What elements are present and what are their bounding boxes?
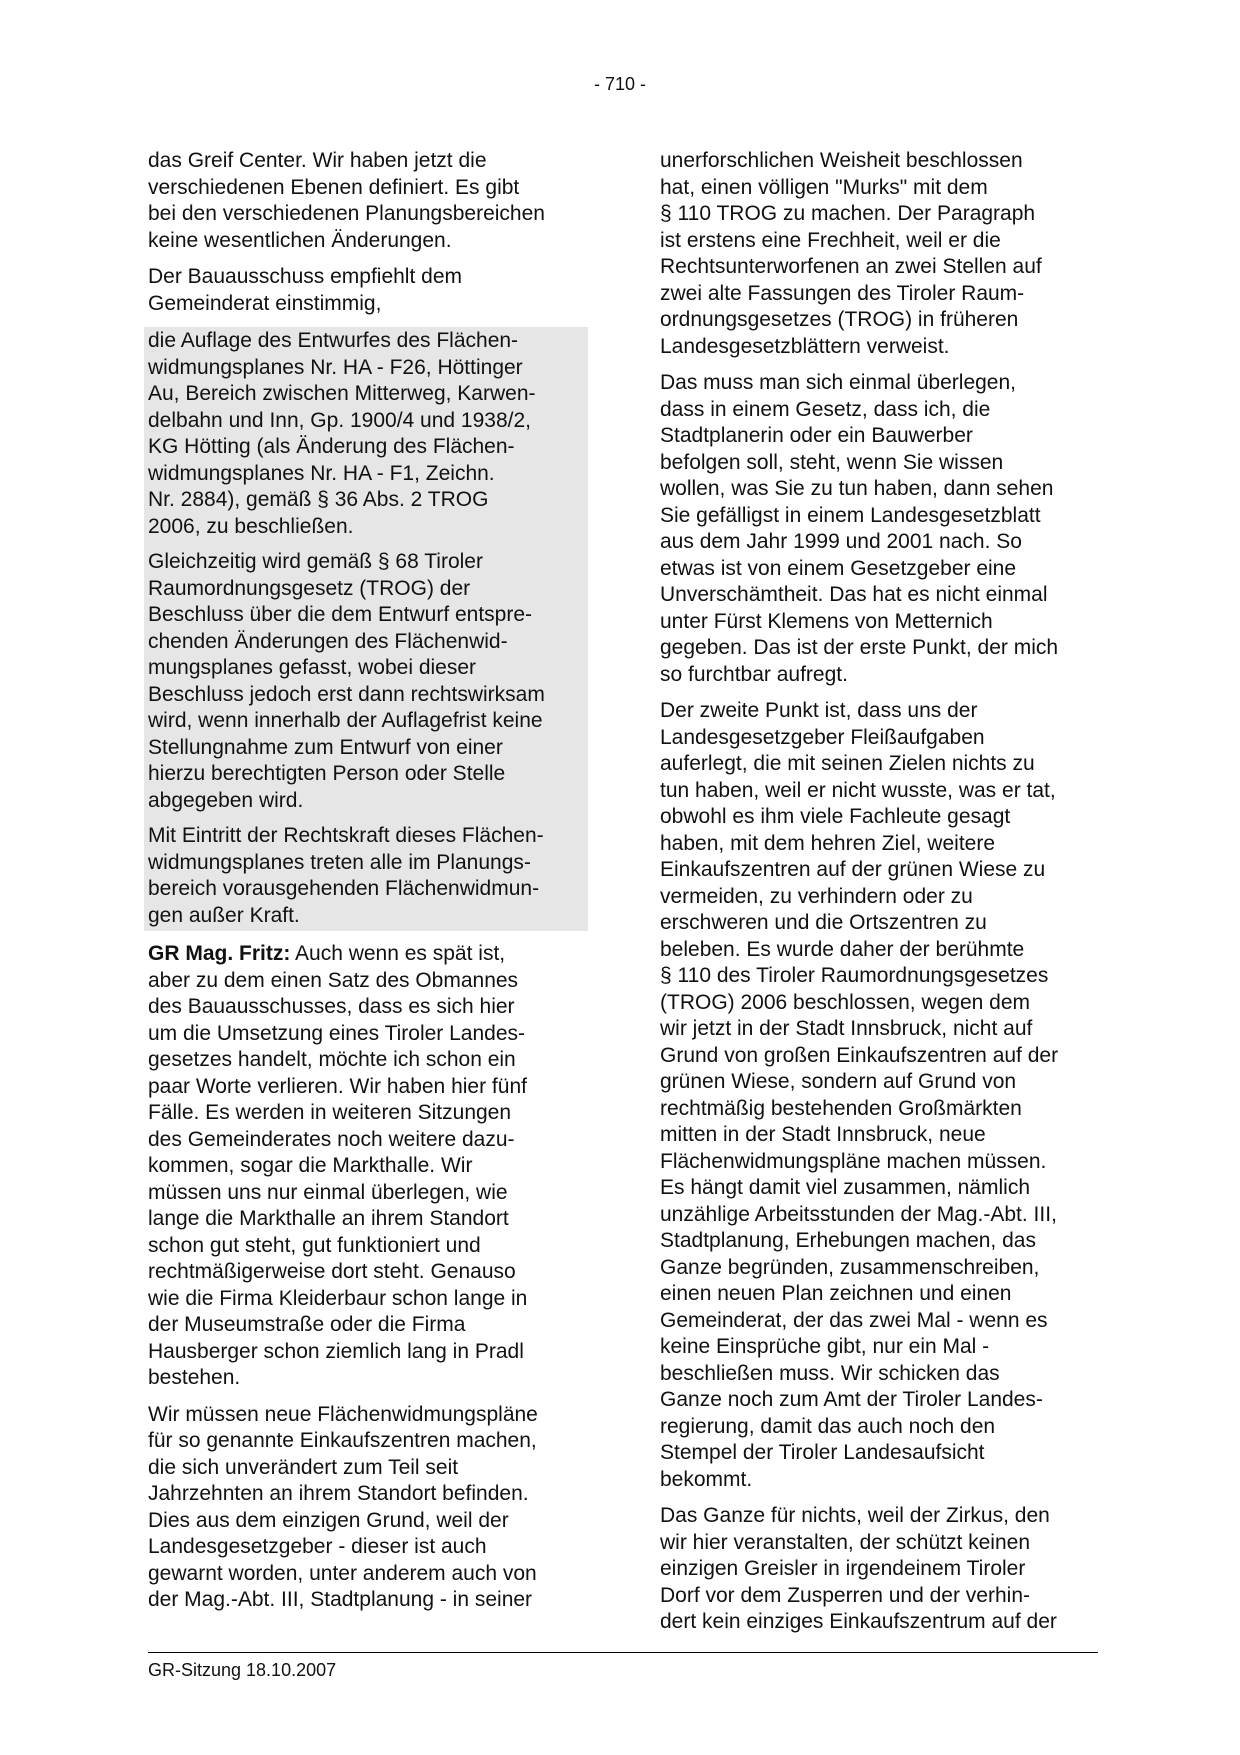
speech-text: Auch wenn es spät ist, aber zu dem einen Satz des Obmannes des Bauausschusses, dass es sich hier um die Umsetzung eines Tiroler Landes- gesetzes handelt, möchte ich schon ein paar Worte verlieren. Wir haben hier fünf Fälle. Es werden in weiteren Sitzungen des Gemeinderates noch weitere dazu- kommen, sogar die Markthalle. Wir müssen uns nur einmal überlegen, wie lange die Markthalle an ihrem Standort schon gut steht, gut funktioniert und rechtmäßigerweise dort steht. Genauso wie die Firma Kleiderbaur schon lange in der Museumstraße oder die Firma Hausberger schon ziemlich lang in Pradl bestehen. — [148, 942, 528, 1389]
motion-paragraph: Gleichzeitig wird gemäß § 68 Tiroler Raumordnungsgesetz (TROG) der Beschluss über die dem Entwurf entspre- chenden Änderungen des Flächenwid- mungsplanes gefasst, wobei dieser Beschluss jedoch erst dann rechtswirksam wird, wenn innerhalb der Auflagefrist keine Stellungnahme zum Entwurf von einer hierzu berechtigten Person oder Stelle abgegeben wird. — [148, 550, 545, 812]
paragraph: Wir müssen neue Flächenwidmungspläne für so genannte Einkaufszentren machen, die sich unverändert zum Teil seit Jahrzehnten an ihrem Standort befinden. Dies aus dem einzigen Grund, weil der Landesgesetzgeber - dieser ist auch gewarnt worden, unter anderem auch von der Mag.-Abt. III, Stadtplanung - in seiner — [148, 1402, 538, 1611]
page-number: - 710 - — [593, 74, 647, 94]
paragraph: Das Ganze für nichts, weil der Zirkus, den wir hier veranstalten, der schützt keinen einzigen Greisler in irgendeinem Tiroler Dorf vor dem Zusperren und der verhin- dert kein einziges Einkaufszentrum auf der — [660, 1504, 1057, 1633]
motion-box — [144, 327, 588, 931]
paragraph: das Greif Center. Wir haben jetzt die verschiedenen Ebenen definiert. Es gibt bei den verschiedenen Planungsbereichen keine wesentlichen Änderungen. — [148, 149, 545, 252]
right-column — [660, 148, 1100, 1646]
motion-paragraph: Mit Eintritt der Rechtskraft dieses Flächen- widmungsplanes treten alle im Planungs- bereich vorausgehenden Flächenwidmun- gen außer Kraft. — [148, 824, 544, 927]
motion-paragraph: die Auflage des Entwurfes des Flächen- widmungsplanes Nr. HA - F26, Höttinger Au, Bereich zwischen Mitterweg, Karwen- delbahn und Inn, Gp. 1900/4 und 1938/2, KG Hötting (als Änderung des Flächen- widmungsplanes Nr. HA - F1, Zeichn. Nr. 2884), gemäß § 36 Abs. 2 TROG 2006, zu beschließen. — [148, 329, 536, 538]
paragraph: Das muss man sich einmal überlegen, dass in einem Gesetz, dass ich, die Stadtplanerin oder ein Bauwerber befolgen soll, steht, wenn Sie wissen wollen, was Sie zu tun haben, dann sehen Sie gefälligst in einem Landesgesetzblatt aus dem Jahr 1999 und 2001 nach. So etwas ist von einem Gesetzgeber eine Unverschämtheit. Das hat es nicht einmal unter Fürst Klemens von Metternich gegeben. Das ist der erste Punkt, der mich so furchtbar aufregt. — [660, 371, 1059, 686]
speech-paragraph — [148, 941, 588, 1392]
speaker-name: GR Mag. Fritz: — [148, 942, 291, 965]
footer-divider — [148, 1652, 1098, 1653]
paragraph: unerforschlichen Weisheit beschlossen hat, einen völligen "Murks" mit dem § 110 TROG zu machen. Der Paragraph ist erstens eine Frechheit, weil er die Rechtsunterworfenen an zwei Stellen auf zwei alte Fassungen des Tiroler Raum- ordnungsgesetzes (TROG) in früheren Landesgesetzblättern verweist. — [660, 149, 1042, 358]
footer-text: GR-Sitzung 18.10.2007 — [148, 1660, 337, 1680]
paragraph: Der zweite Punkt ist, dass uns der Landesgesetzgeber Fleißaufgaben auferlegt, die mit seinen Zielen nichts zu tun haben, weil er nicht wusste, was er tat, obwohl es ihm viele Fachleute gesagt haben, mit dem hehren Ziel, weitere Einkaufszentren auf der grünen Wiese zu vermeiden, zu verhindern oder zu erschweren und die Ortszentren zu beleben. Es wurde daher der berühmte § 110 des Tiroler Raumordnungsgesetzes (TROG) 2006 beschlossen, wegen dem wir jetzt in der Stadt Innsbruck, nicht auf Grund von großen Einkaufszentren auf der grünen Wiese, sondern auf Grund von rechtmäßig bestehenden Großmärkten mitten in der Stadt Innsbruck, neue Flächenwidmungspläne machen müssen. Es hängt damit viel zusammen, nämlich unzählige Arbeitsstunden der Mag.-Abt. III, Stadtplanung, Erhebungen machen, das Ganze begründen, zusammenschreiben, einen neuen Plan zeichnen und einen Gemeinderat, der das zwei Mal - wenn es keine Einsprüche gibt, nur ein Mal - beschließen muss. Wir schicken das Ganze noch zum Amt der Tiroler Landes- regierung, damit das auch noch den Stempel der Tiroler Landesaufsicht bekommt. — [660, 699, 1059, 1491]
left-column — [148, 148, 588, 1624]
paragraph: Der Bauausschuss empfiehlt dem Gemeinderat einstimmig, — [148, 265, 462, 315]
